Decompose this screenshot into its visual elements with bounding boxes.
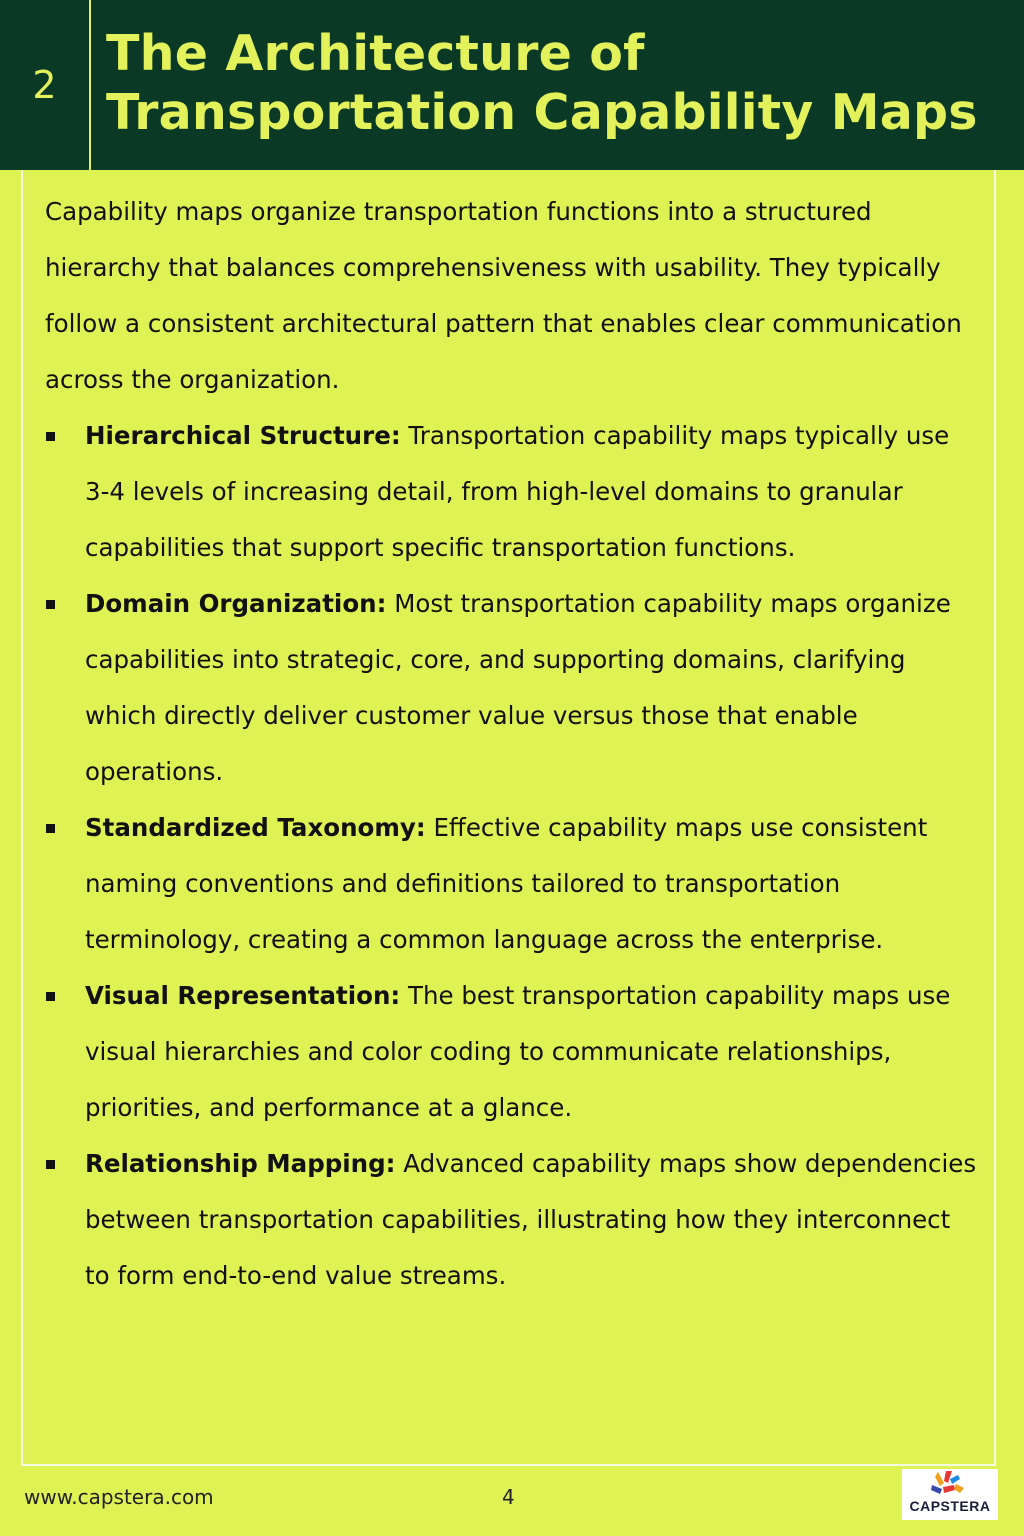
square-bullet-icon xyxy=(46,432,55,441)
bullet-heading: Hierarchical Structure: xyxy=(85,421,401,450)
bullet-list xyxy=(45,408,980,1304)
intro-paragraph: Capability maps organize transportation functions into a structured hierarchy that balances comprehensiveness with usability. They typically follow a consistent architectural pattern that enables clear communication across the organization. xyxy=(45,197,962,394)
square-bullet-icon xyxy=(46,992,55,1001)
page-header xyxy=(0,0,1024,170)
bullet-item-visual-representation xyxy=(45,968,980,1136)
capstera-logo-icon xyxy=(902,1469,998,1497)
square-bullet-icon xyxy=(46,1160,55,1169)
bullet-heading: Standardized Taxonomy: xyxy=(85,813,426,842)
page-number: 4 xyxy=(502,1485,515,1509)
bullet-text: Most transportation capability maps organize capabilities into strategic, core, and supporting domains, clarifying which directly deliver customer value versus those that enable operations. xyxy=(85,589,951,786)
bullet-item-domain-organization xyxy=(45,576,980,800)
footer-website-link[interactable]: www.capstera.com xyxy=(24,1485,214,1509)
bullet-heading: Relationship Mapping: xyxy=(85,1149,396,1178)
square-bullet-icon xyxy=(46,824,55,833)
header-divider xyxy=(89,0,91,170)
square-bullet-icon xyxy=(46,600,55,609)
bullet-text: The best transportation capability maps use visual hierarchies and color coding to communicate relationships, priorities, and performance at a glance. xyxy=(85,981,951,1122)
bullet-text: Transportation capability maps typically use 3-4 levels of increasing detail, from high-level domains to granular capabilities that support specific transportation functions. xyxy=(85,421,950,562)
capstera-logo xyxy=(902,1469,998,1520)
bullet-heading: Visual Representation: xyxy=(85,981,401,1010)
bullet-item-standardized-taxonomy xyxy=(45,800,980,968)
bullet-text: Effective capability maps use consistent naming conventions and definitions tailored to transportation terminology, creating a common language across the enterprise. xyxy=(85,813,928,954)
bullet-heading: Domain Organization: xyxy=(85,589,387,618)
bullet-item-relationship-mapping xyxy=(45,1136,980,1304)
page-title: The Architecture of Transportation Capability Maps xyxy=(106,25,978,141)
section-number: 2 xyxy=(32,63,57,107)
logo-wordmark: CAPSTERA xyxy=(909,1498,991,1514)
bullet-item-hierarchical-structure xyxy=(45,408,980,576)
bullet-text: Advanced capability maps show dependencies between transportation capabilities, illustrating how they interconnect to form end-to-end value streams. xyxy=(85,1149,977,1290)
